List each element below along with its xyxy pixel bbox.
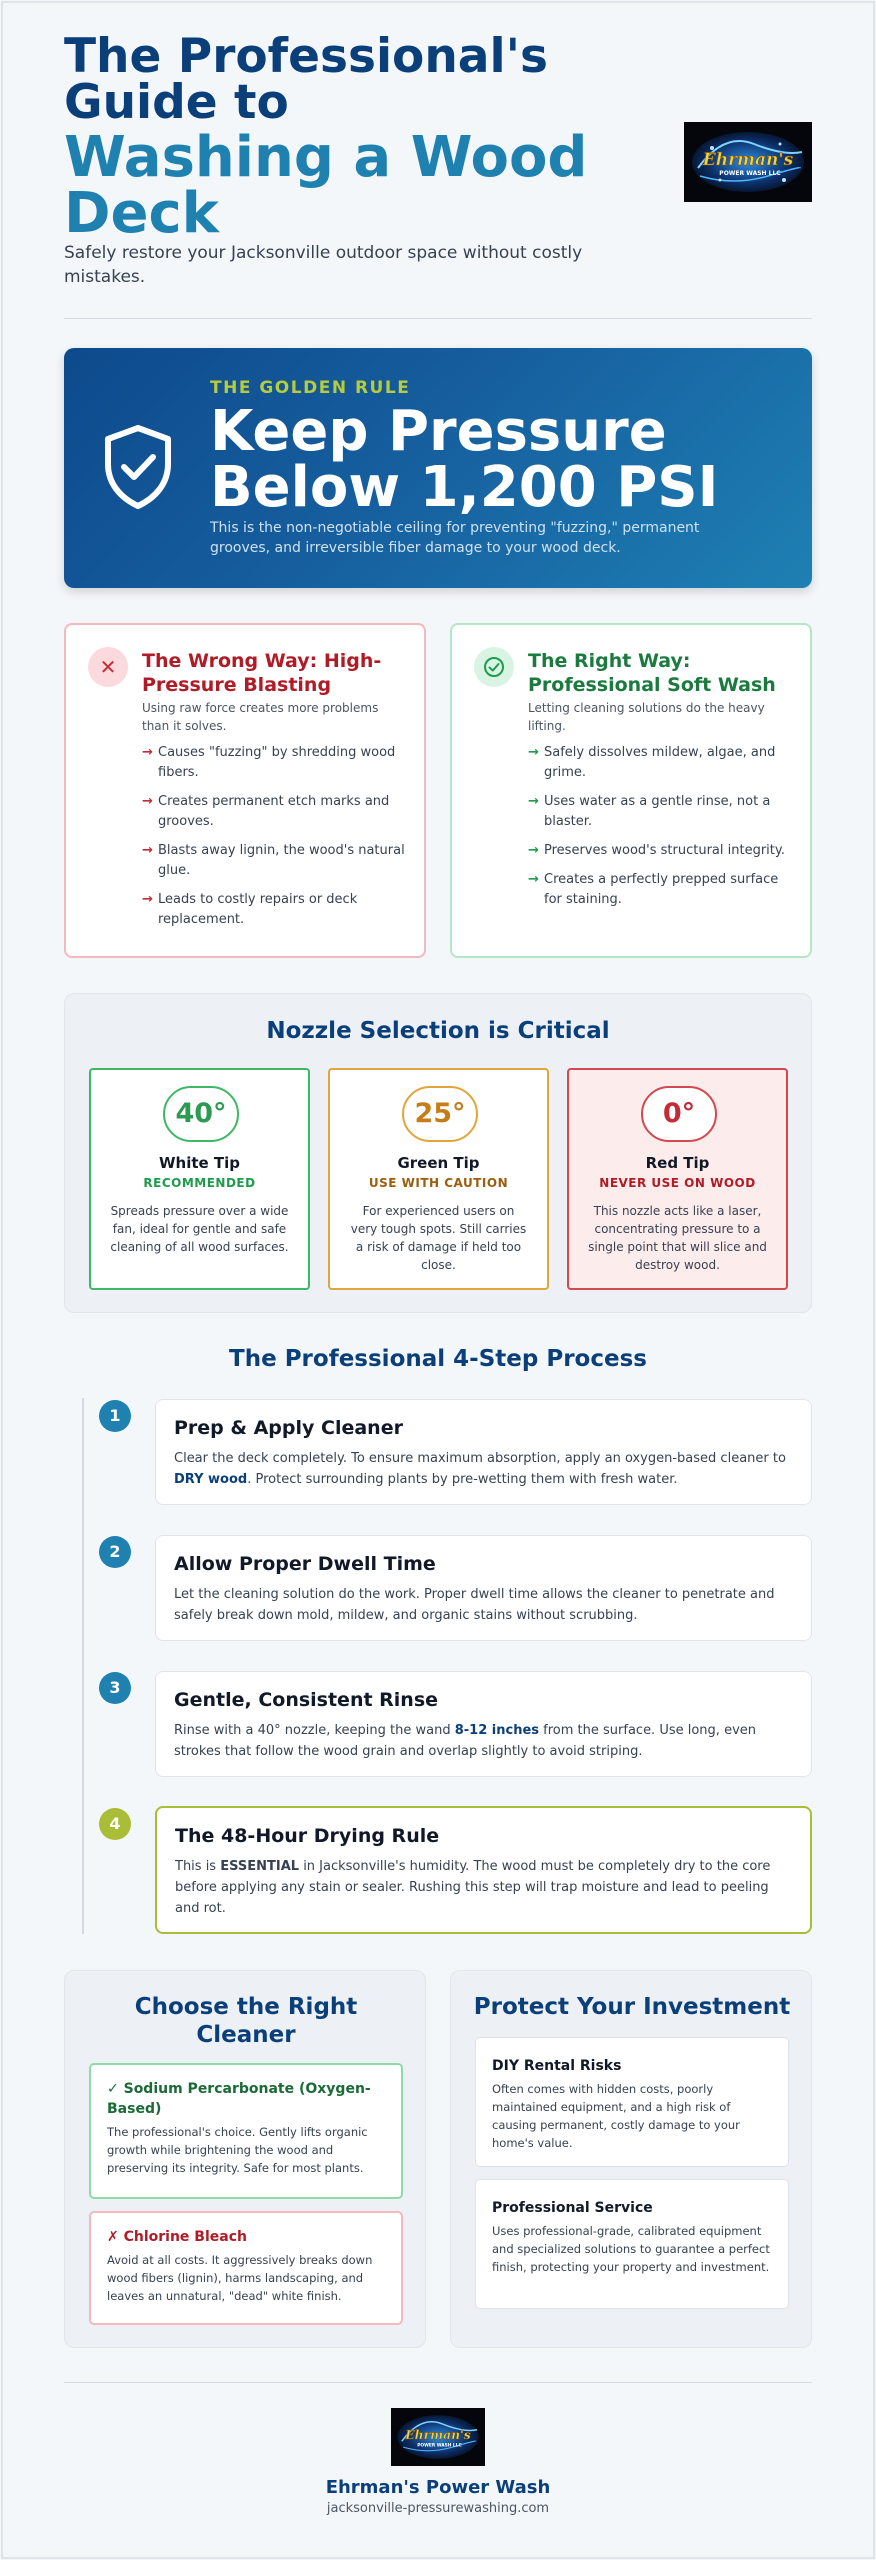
- page-subtitle: Safely restore your Jacksonville outdoor space without costly mistakes.: [64, 243, 583, 287]
- tip-name: Red Tip: [645, 1154, 710, 1172]
- list-item: → Leads to costly repairs or deck replacement.: [142, 892, 358, 927]
- step-title: Gentle, Consistent Rinse: [174, 1689, 439, 1711]
- footer-divider: [64, 2382, 812, 2383]
- investment-section: [450, 1970, 812, 2348]
- golden-rule-kicker: THE GOLDEN RULE: [210, 378, 411, 398]
- wrong-way-subtitle: Using raw force creates more problems than it solves.: [142, 701, 379, 733]
- avoid-cleaner-card: [89, 2211, 403, 2325]
- tip-description: For experienced users on very tough spots. Still carries a risk of damage if held too close.: [350, 1204, 527, 1272]
- page-title: [64, 29, 684, 246]
- investment-card-title: Professional Service: [492, 2200, 653, 2216]
- nozzle-section: [64, 993, 812, 1313]
- timeline-line: [82, 1398, 84, 1934]
- investment-card-title: DIY Rental Risks: [492, 2058, 622, 2074]
- step-card-highlighted: [155, 1806, 812, 1934]
- red-tip-card: [567, 1068, 788, 1290]
- cleaner-title: ✗ Chlorine Bleach: [107, 2229, 247, 2245]
- wrong-way-title: The Wrong Way: High-Pressure Blasting: [142, 650, 382, 696]
- investment-card-description: Uses professional-grade, calibrated equipment and specialized solutions to guarantee a perfect finish, protecting your property and investment.: [492, 2224, 770, 2274]
- step-number: 2: [99, 1536, 131, 1568]
- tip-label: RECOMMENDED: [143, 1176, 256, 1190]
- footer-url[interactable]: jacksonville-pressurewashing.com: [326, 2501, 550, 2516]
- step-number: 4: [99, 1808, 131, 1840]
- arrow-right-icon: →: [528, 872, 539, 887]
- logo-text: Ehrman's: [405, 2427, 471, 2443]
- logo-graphic: [391, 2408, 485, 2466]
- footer-logo: [391, 2408, 485, 2466]
- professional-service-card: [475, 2179, 789, 2309]
- shield-check-icon: [102, 424, 174, 510]
- tip-name: White Tip: [158, 1154, 241, 1172]
- cleaner-title: ✓ Sodium Percarbonate (Oxygen-Based): [107, 2081, 371, 2117]
- step-card: [155, 1399, 812, 1505]
- tip-name: Green Tip: [397, 1154, 480, 1172]
- step-title: The 48-Hour Drying Rule: [175, 1825, 440, 1847]
- check-circle-icon: [474, 647, 514, 687]
- footer-company-name: Ehrman's Power Wash: [325, 2477, 551, 2498]
- golden-rule-description: This is the non-negotiable ceiling for preventing "fuzzing," permanent grooves, and irreversible fiber damage to your wood deck.: [210, 520, 700, 556]
- step-description: This is ESSENTIAL in Jacksonville's humidity. The wood must be completely dry to the core before applying any stain or sealer. Rushing this step will trap moisture and lead to peeling and rot.: [175, 1859, 771, 1916]
- arrow-right-icon: →: [528, 794, 539, 809]
- list-item: → Safely dissolves mildew, algae, and grime.: [528, 745, 776, 780]
- step-title: Prep & Apply Cleaner: [174, 1417, 403, 1439]
- tip-description: Spreads pressure over a wide fan, ideal for gentle and safe cleaning of all wood surfaces.: [110, 1204, 289, 1254]
- logo-graphic: [684, 122, 812, 202]
- cleaner-heading: Choose the Right Cleaner: [134, 1994, 358, 2048]
- tip-label: NEVER USE ON WOOD: [599, 1176, 756, 1190]
- investment-card-description: Often comes with hidden costs, poorly maintained equipment, and a high risk of causing permanent, costly damage to your home's value.: [492, 2082, 740, 2150]
- tip-degree: 40°: [163, 1086, 239, 1142]
- arrow-right-icon: →: [528, 843, 539, 858]
- step-description: Rinse with a 40° nozzle, keeping the wand 8-12 inches from the surface. Use long, even strokes that follow the wood grain and overlap slightly to avoid striping.: [174, 1723, 756, 1759]
- title-line-1: The Professional's Guide to: [64, 29, 548, 130]
- golden-rule-banner: [64, 348, 812, 588]
- golden-rule-headline: Keep Pressure Below 1,200 PSI: [210, 399, 719, 520]
- divider: [64, 318, 812, 319]
- cleaner-description: The professional's choice. Gently lifts organic growth while brightening the wood and preserving its integrity. Safe for most plants.: [107, 2125, 368, 2175]
- logo-subtext: POWER WASH LLC: [719, 170, 781, 177]
- arrow-right-icon: →: [142, 745, 153, 760]
- investment-heading: Protect Your Investment: [473, 1994, 791, 2020]
- title-line-2: Washing a Wood Deck: [64, 125, 588, 246]
- diy-risks-card: [475, 2037, 789, 2167]
- tip-description: This nozzle acts like a laser, concentrating pressure to a single point that will slice and destroy wood.: [588, 1204, 767, 1272]
- step-title: Allow Proper Dwell Time: [174, 1553, 436, 1575]
- right-way-subtitle: Letting cleaning solutions do the heavy lifting.: [528, 701, 765, 733]
- tip-label: USE WITH CAUTION: [368, 1176, 509, 1190]
- recommended-cleaner-card: [89, 2063, 403, 2199]
- step-number: 1: [99, 1400, 131, 1432]
- logo-subtext: POWER WASH LLC: [417, 2443, 462, 2449]
- step-description: Let the cleaning solution do the work. Proper dwell time allows the cleaner to penetrate and safely break down mold, mildew, and organic stains without scrubbing.: [174, 1587, 775, 1623]
- right-way-list: [528, 743, 796, 919]
- company-logo: [684, 122, 812, 202]
- right-way-card: [450, 623, 812, 958]
- white-tip-card: [89, 1068, 310, 1290]
- wrong-way-list: [142, 743, 410, 939]
- x-icon: ✕: [88, 647, 128, 687]
- arrow-right-icon: →: [142, 892, 153, 907]
- arrow-right-icon: →: [142, 843, 153, 858]
- list-item: → Creates a perfectly prepped surface for staining.: [528, 872, 779, 907]
- nozzle-heading: Nozzle Selection is Critical: [266, 1018, 610, 1044]
- list-item: → Uses water as a gentle rinse, not a blaster.: [528, 794, 771, 829]
- process-heading: The Professional 4-Step Process: [229, 1346, 647, 1372]
- step-card: [155, 1535, 812, 1641]
- arrow-right-icon: →: [528, 745, 539, 760]
- cleaner-description: Avoid at all costs. It aggressively breaks down wood fibers (lignin), harms landscaping, and leaves an unnatural, "dead" white finish.: [107, 2253, 373, 2303]
- list-item: → Causes "fuzzing" by shredding wood fibers.: [142, 745, 396, 780]
- tip-degree: 0°: [641, 1086, 717, 1142]
- cleaner-section: [64, 1970, 426, 2348]
- list-item: → Preserves wood's structural integrity.: [528, 841, 796, 861]
- step-card: [155, 1671, 812, 1777]
- logo-text: Ehrman's: [702, 150, 794, 170]
- right-way-title: The Right Way: Professional Soft Wash: [528, 650, 776, 696]
- arrow-right-icon: →: [142, 794, 153, 809]
- step-description: Clear the deck completely. To ensure maximum absorption, apply an oxygen-based cleaner to DRY wood. Protect surrounding plants by pre-wetting them with fresh water.: [174, 1451, 786, 1487]
- header: [64, 29, 812, 319]
- wrong-way-card: [64, 623, 426, 958]
- list-item: → Creates permanent etch marks and grooves.: [142, 794, 390, 829]
- list-item: → Blasts away lignin, the wood's natural glue.: [142, 843, 405, 878]
- green-tip-card: [328, 1068, 549, 1290]
- tip-degree: 25°: [402, 1086, 478, 1142]
- step-number: 3: [99, 1672, 131, 1704]
